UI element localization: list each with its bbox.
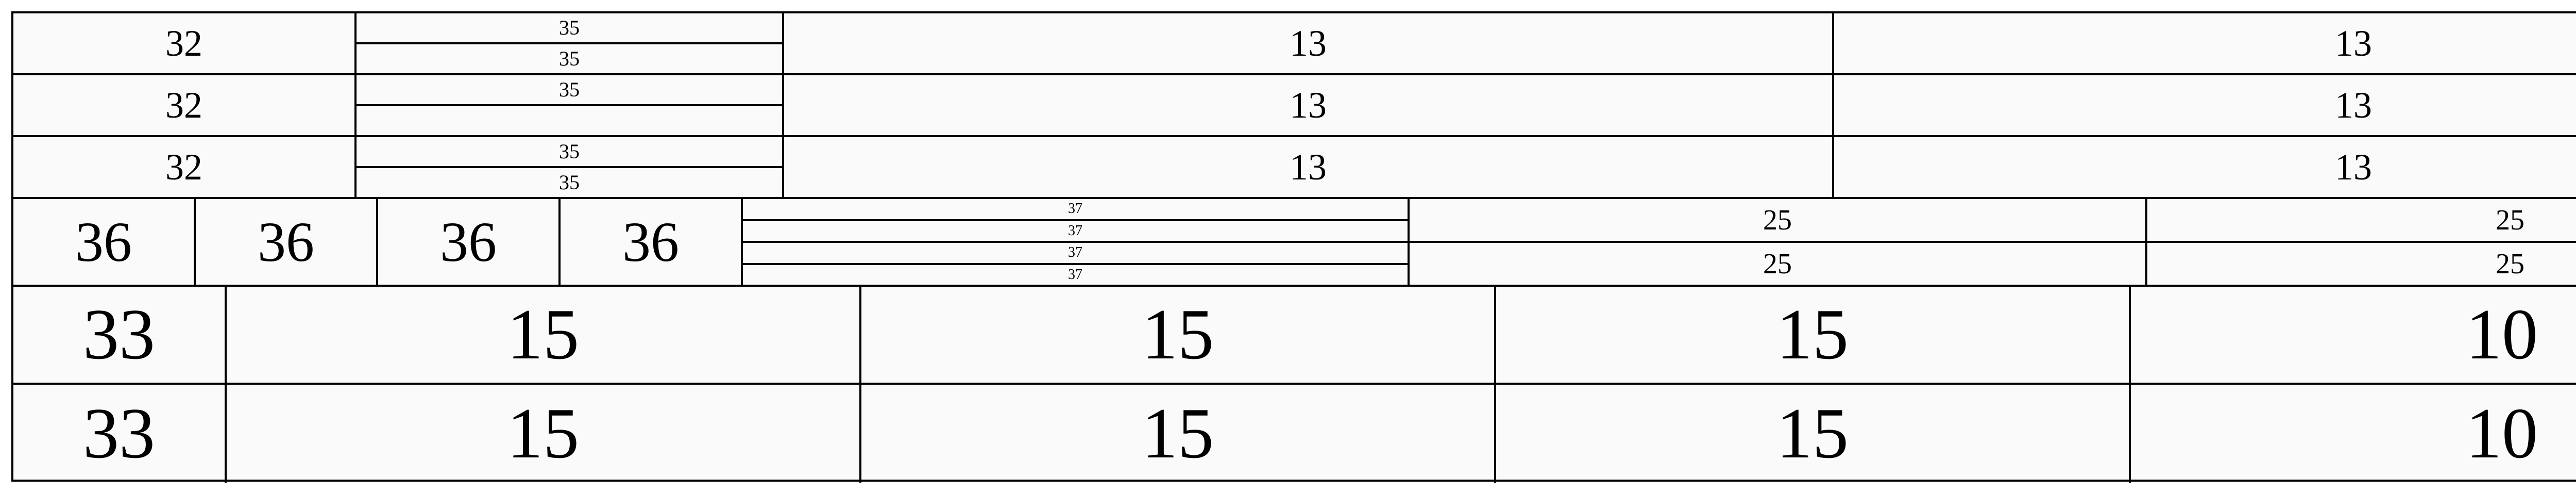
table-cell: 32 — [13, 13, 357, 73]
table-cell: 15 — [227, 287, 861, 383]
table-row — [13, 137, 2576, 199]
table-cell: 13 — [784, 75, 1834, 135]
table-cell: 36 — [378, 199, 561, 285]
table-row — [13, 199, 2576, 287]
table-cell: 37 — [743, 221, 1408, 243]
table-cell: 15 — [861, 287, 1496, 383]
table-cell: 25 — [1410, 199, 2145, 243]
table-cell: 32 — [13, 75, 357, 135]
table-cell: 13 — [2335, 146, 2372, 188]
table-cell: 33 — [13, 287, 227, 383]
sub-stack — [357, 75, 784, 135]
table-cell: 33 — [13, 385, 227, 483]
sub-stack — [743, 199, 1410, 285]
sub-stack — [2147, 199, 2576, 285]
table-cell: 15 — [1496, 385, 2131, 483]
table-row — [13, 287, 2576, 385]
table-cell: 25 — [1763, 248, 1792, 280]
table-cell: 13 — [784, 137, 1834, 197]
table-cell: 15 — [861, 385, 1496, 483]
table-cell: 25 — [2496, 248, 2524, 280]
table-cell: 25 — [2147, 199, 2576, 243]
table-cell: 36 — [13, 199, 196, 285]
value-table — [11, 11, 2576, 482]
sub-stack — [357, 13, 784, 73]
table-cell: 13 — [784, 13, 1834, 73]
table-cell: 35 — [357, 75, 782, 106]
table-cell: 13 — [2335, 85, 2372, 126]
table-cell: 13 — [2335, 23, 2372, 64]
table-cell: 15 — [1496, 287, 2131, 383]
table-row — [13, 75, 2576, 137]
table-row — [13, 385, 2576, 483]
table-cell: 10 — [2466, 393, 2538, 473]
table-cell: 35 — [357, 137, 782, 168]
table-cell: 37 — [743, 199, 1408, 221]
table-cell: 35 — [559, 47, 580, 70]
table-cell: 10 — [2466, 294, 2538, 374]
table-cell: 36 — [561, 199, 743, 285]
table-cell: 37 — [743, 243, 1408, 265]
table-cell: 37 — [1068, 266, 1082, 283]
table-cell: 35 — [559, 171, 580, 194]
table-cell: 15 — [227, 385, 861, 483]
table-cell: 36 — [196, 199, 378, 285]
table-cell: 35 — [357, 13, 782, 44]
table-row — [13, 13, 2576, 75]
table-cell — [357, 106, 782, 135]
sub-stack — [357, 137, 784, 197]
sub-stack — [1410, 199, 2147, 285]
table-cell: 32 — [13, 137, 357, 197]
